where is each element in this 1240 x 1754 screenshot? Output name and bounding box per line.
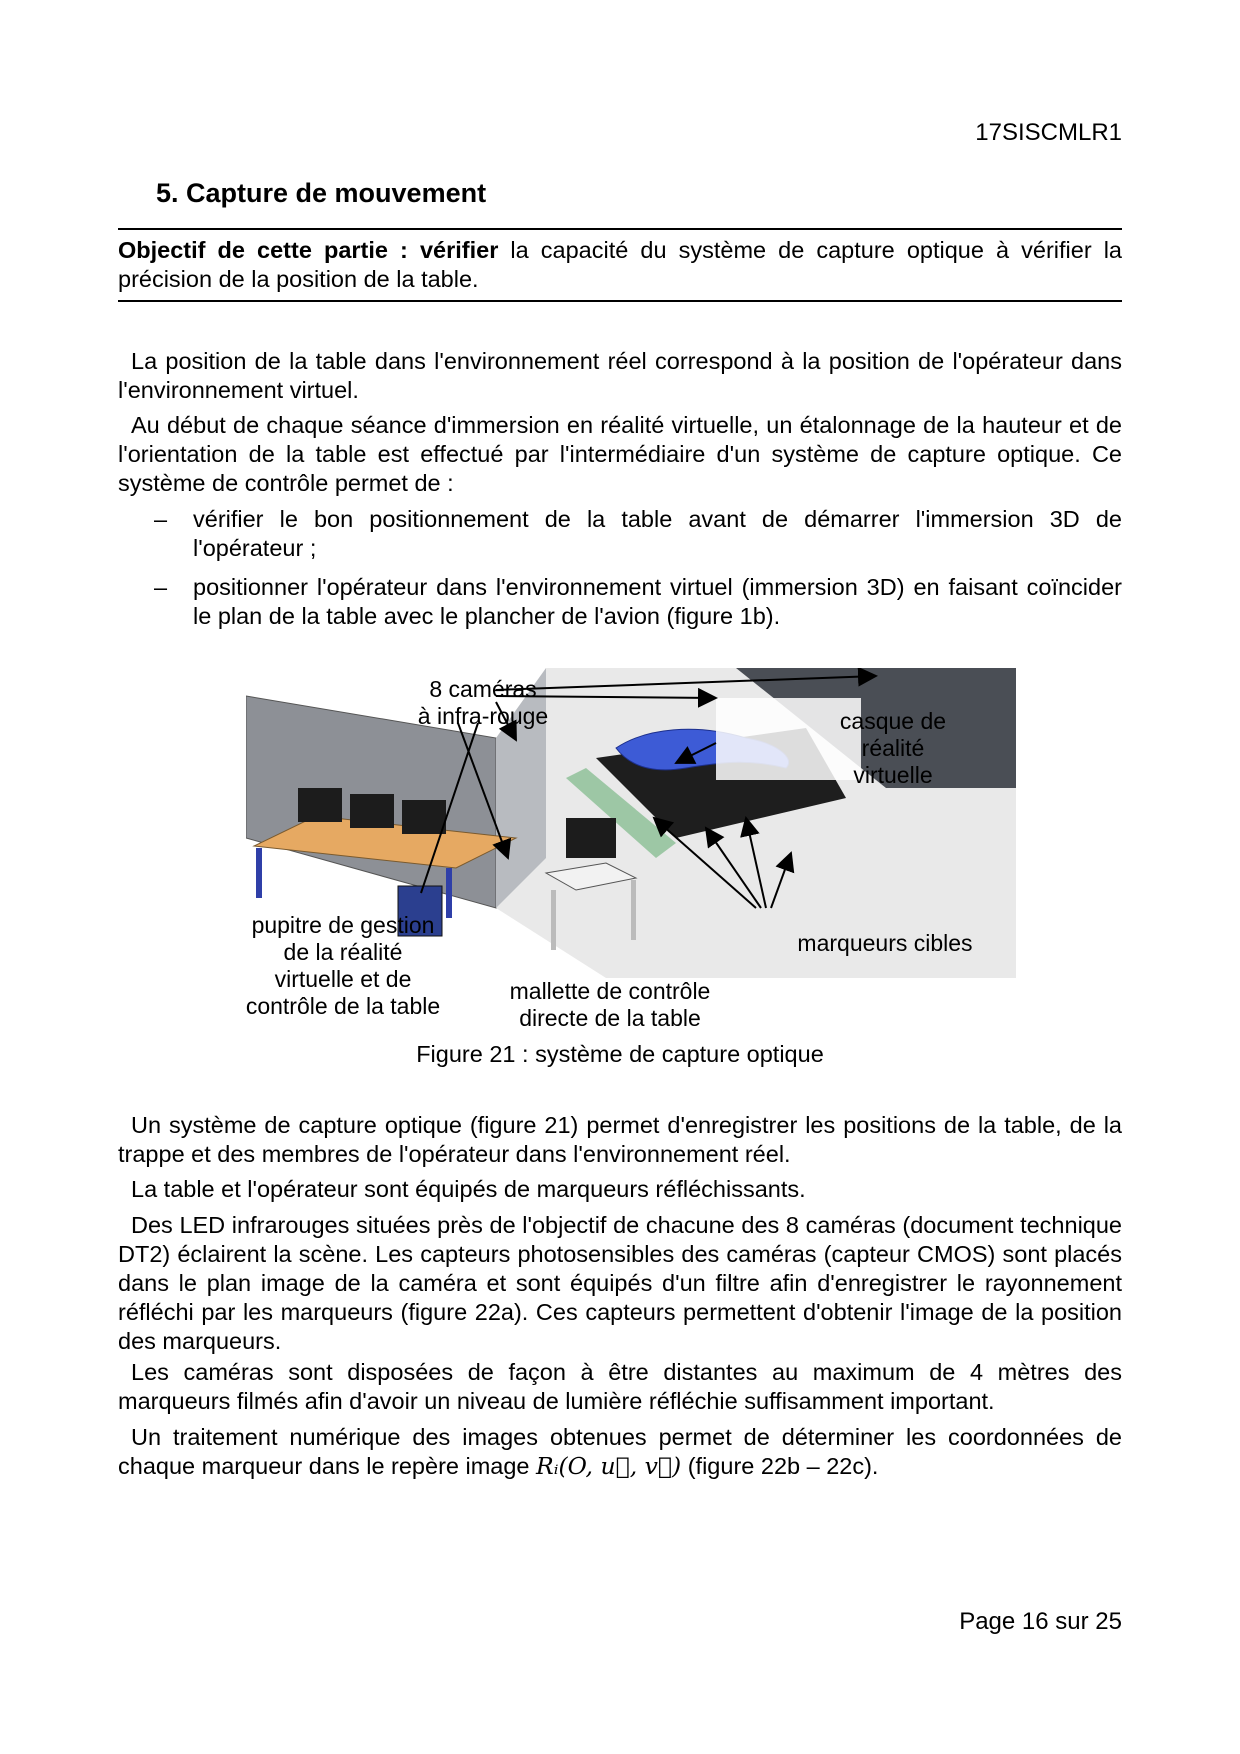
label-cameras-line2: à infra-rouge: [417, 703, 549, 729]
label-cameras: [388, 676, 578, 730]
body-paragraph-2: La table et l'opérateur sont équipés de marqueurs réfléchissants.: [131, 1176, 806, 1202]
label-pupitre-line1: pupitre de gestion: [251, 912, 435, 938]
body-paragraph-5-ref: (figure 22b – 22c).: [687, 1453, 879, 1479]
control-case: [566, 818, 616, 858]
intro-paragraph-1: La position de la table dans l'environnement réel correspond à la position de l'opérateur dans l'environnement virtuel.: [118, 348, 1122, 403]
bullet-dash: –: [154, 574, 168, 600]
document-reference: 17SISCMLR1: [975, 119, 1122, 146]
body-paragraph-4: Les caméras sont disposées de façon à être distantes au maximum de 4 mètres des marqueurs filmés afin d'avoir un niveau de lumière réfléchie suffisamment important.: [118, 1359, 1122, 1414]
objective-text: la capacité du système de capture optique à vérifier la précision de la position de la table.: [118, 237, 1123, 292]
label-mallette: [490, 978, 730, 1032]
label-casque: [808, 708, 978, 789]
body-paragraph-3: Des LED infrarouges situées près de l'objectif de chacune des 8 caméras (document technique DT2) éclairent la scène. Les capteurs photosensibles des caméras (capteur CMOS) sont placés dans le plan image de la caméra et sont équipés d'un filtre afin d'enregistrer le rayonnement réfléchi par les marqueurs (figure 22a). Ces capteurs permettent d'obtenir l'image de la position des marqueurs.: [118, 1212, 1122, 1354]
bullet-dash: –: [154, 506, 168, 532]
label-casque-line3: virtuelle: [853, 762, 933, 788]
body-paragraph-1: Un système de capture optique (figure 21) permet d'enregistrer les positions de la table, de la trappe et des membres de l'opérateur dans l'environnement réel.: [118, 1112, 1122, 1167]
label-pupitre-line3: virtuelle et de: [274, 966, 412, 992]
body-paragraph-5-text: Un traitement numérique des images obtenues permet de déterminer les coordonnées de chaque marqueur dans le repère image: [118, 1424, 1122, 1479]
label-mallette-line1: mallette de contrôle: [509, 978, 711, 1004]
desk-leg: [256, 848, 262, 898]
monitor: [350, 794, 394, 828]
objective-verb: vérifier: [419, 237, 499, 263]
monitor: [298, 788, 342, 822]
label-mallette-line2: directe de la table: [519, 1005, 701, 1031]
bullet-text: positionner l'opérateur dans l'environnement virtuel (immersion 3D) en faisant coïncider le plan de la table avec le plancher de l'avion (figure 1b).: [193, 574, 1122, 629]
section-title: 5. Capture de mouvement: [156, 178, 487, 208]
label-casque-line2: réalité: [861, 735, 925, 761]
desk-leg: [446, 868, 452, 918]
label-cameras-line1: 8 caméras: [429, 676, 537, 702]
objective-box: [118, 228, 1122, 302]
intro-paragraph-2: Au début de chaque séance d'immersion en réalité virtuelle, un étalonnage de la hauteur et de l'orientation de la table est effectué par l'intermédiaire d'un système de capture optique. Ce système de contrôle permet de :: [118, 412, 1122, 496]
objective-label: Objectif de cette partie :: [118, 237, 408, 263]
label-pupitre-line2: de la réalité: [283, 939, 403, 965]
body-paragraph-5: [118, 1423, 1122, 1481]
cart-leg: [631, 880, 636, 940]
math-frame-notation: Rᵢ(O, u⃗, v⃗): [536, 1452, 682, 1480]
label-pupitre-line4: contrôle de la table: [245, 993, 441, 1019]
label-casque-line1: casque de: [839, 708, 947, 734]
figure-caption: Figure 21 : système de capture optique: [416, 1041, 824, 1067]
bullet-item-1: [118, 505, 1122, 563]
bullet-item-2: [118, 573, 1122, 631]
cart-leg: [551, 890, 556, 950]
page-number: Page 16 sur 25: [959, 1608, 1122, 1635]
label-marqueurs: marqueurs cibles: [797, 930, 973, 956]
monitor: [402, 800, 446, 834]
label-pupitre: [228, 912, 458, 1020]
bullet-text: vérifier le bon positionnement de la table avant de démarrer l'immersion 3D de l'opérateur ;: [193, 506, 1122, 561]
